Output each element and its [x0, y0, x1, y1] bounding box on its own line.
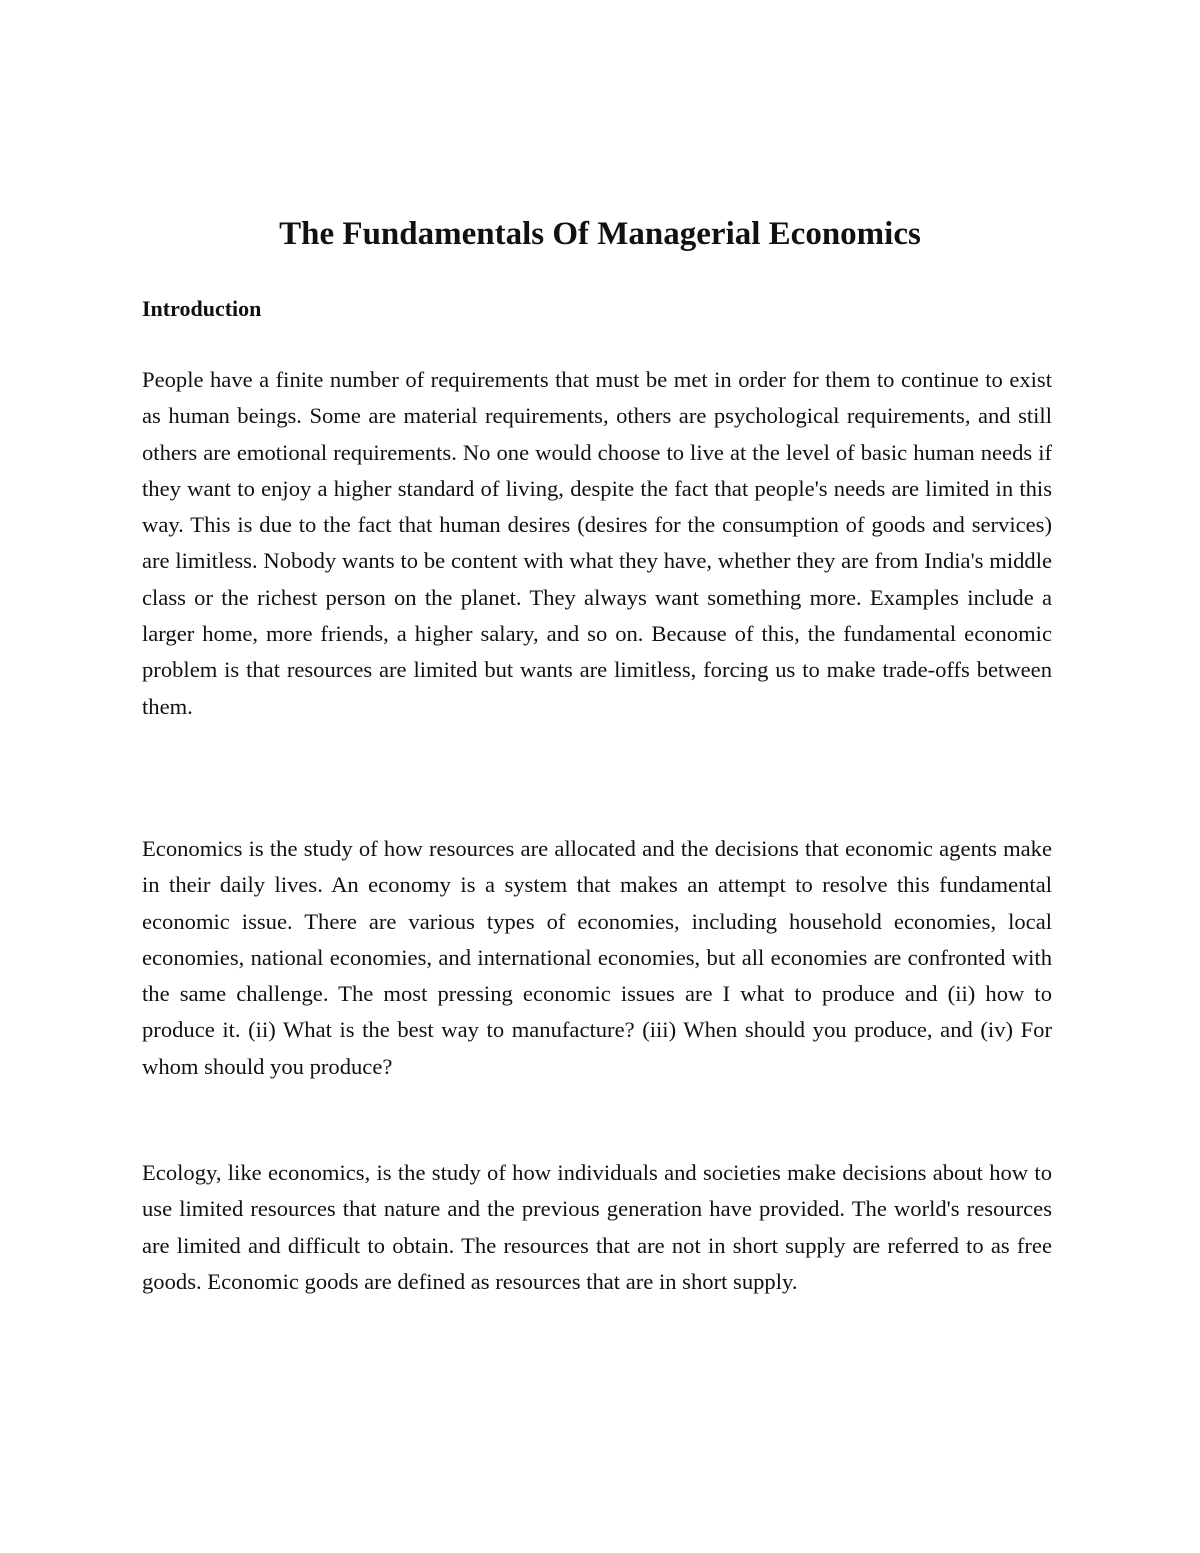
section-heading-introduction: Introduction — [142, 296, 262, 321]
paragraph-2: Economics is the study of how resources are allocated and the decisions that economic agents make in their daily lives. An economy is a system that makes an attempt to resolve this fundamental economic issue. There are various types of economies, including household economies, local economies, national economies, and international economies, but all economies are confronted with the same challenge. The most pressing economic issues are I what to produce and (ii) how to produce it. (ii) What is the best way to manufacture? (iii) When should you produce, and (iv) For whom should you produce? — [142, 836, 1052, 1079]
paragraph-3: Ecology, like economics, is the study of how individuals and societies make decisions about how to use limited resources that nature and the previous generation have provided. The world's resources are limited and difficult to obtain. The resources that are not in short supply are referred to as free goods. Economic goods are defined as resources that are in short supply. — [142, 1160, 1052, 1294]
paragraph-1: People have a finite number of requirements that must be met in order for them to continue to exist as human beings. Some are material requirements, others are psychological requirements, and still others are emotional requirements. No one would choose to live at the level of basic human needs if they want to enjoy a higher standard of living, despite the fact that people's needs are limited in this way. This is due to the fact that human desires (desires for the consumption of goods and services) are limitless. Nobody wants to be content with what they have, whether they are from India's middle class or the richest person on the planet. They always want something more. Examples include a larger home, more friends, a higher salary, and so on. Because of this, the fundamental economic problem is that resources are limited but wants are limitless, forcing us to make trade-offs between them. — [142, 367, 1052, 719]
document-title: The Fundamentals Of Managerial Economics — [279, 216, 921, 252]
